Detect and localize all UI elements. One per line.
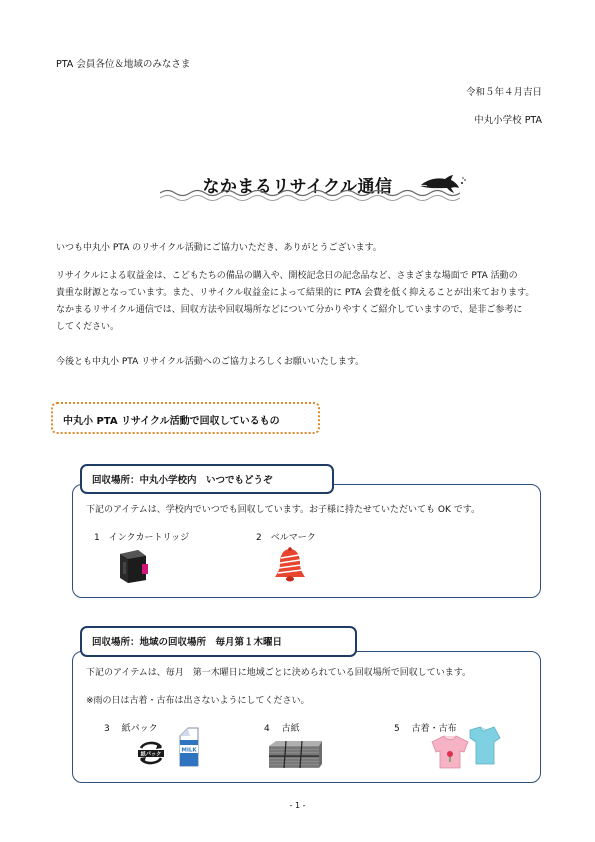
clothes-icon (428, 724, 502, 770)
collection-desc-community: 下記のアイテムは、毎月 第一木曜日に地域ごとに決められている回収場所で回収しています。 (86, 668, 472, 678)
rain-note: ※雨の日は古着・古布は出さないようにしてください。 (86, 696, 310, 706)
sender-line: 中丸小学校 PTA (474, 115, 542, 126)
newspaper-bundle-icon (266, 738, 322, 772)
item-label-bellmark: 2 ベルマーク (256, 533, 316, 543)
intro-line: なかまるリサイクル通信では、回収方法や回収場所などについて分かりやすくご紹介していますので、是非ご参考に (56, 305, 523, 315)
paper-pack-mark-text: 紙パック (140, 751, 162, 758)
item-label-newspaper: 4 古紙 (264, 724, 300, 734)
milk-carton-text: MILK (181, 747, 197, 754)
intro-paragraph-3 (56, 354, 546, 371)
item-label-ink: 1 インクカートリッジ (94, 533, 190, 543)
page-title: なかまるリサイクル通信 (202, 177, 393, 197)
recipient-line: PTA 会員各位＆地域のみなさま (56, 59, 191, 70)
milk-carton-icon (176, 726, 202, 768)
wave-decoration (160, 188, 460, 202)
paper-pack-recycle-mark-icon (136, 738, 166, 768)
intro-line: リサイクルによる収益金は、こどもたちの備品の購入や、開校記念日の記念品など、さまざまな場面で PTA 活動の (56, 271, 518, 281)
section-heading: 中丸小 PTA リサイクル活動で回収しているもの (51, 402, 320, 434)
date-line: 令和５年４月吉日 (465, 87, 542, 98)
item-label-clothes: 5 古着・古布 (394, 724, 457, 734)
collection-place-label-community: 回収場所：地域の回収場所 毎月第１木曜日 (80, 626, 357, 657)
intro-line: してください。 (56, 322, 120, 332)
ink-cartridge-icon (116, 548, 154, 584)
collection-place-label-school: 回収場所：中丸小学校内 いつでもどうぞ (80, 464, 334, 494)
intro-line: 貴重な財源となっています。また、リサイクル収益金によって結果的に PTA 会費を低く抑えることが出来ております。 (56, 288, 535, 298)
bell-mark-icon (272, 546, 308, 584)
intro-paragraph-2 (56, 268, 546, 336)
intro-line: いつも中丸小 PTA のリサイクル活動にご協力いただき、ありがとうございます。 (56, 243, 382, 253)
page-number: - 1 - (289, 801, 306, 810)
collection-desc-school: 下記のアイテムは、学校内でいつでも回収しています。お子様に持たせていただいても OK です。 (86, 505, 481, 515)
intro-paragraph-1 (56, 240, 546, 257)
item-label-paper-pack: 3 紙パック (104, 724, 158, 734)
intro-line: 今後とも中丸小 PTA リサイクル活動へのご協力よろしくお願いいたします。 (56, 357, 365, 367)
